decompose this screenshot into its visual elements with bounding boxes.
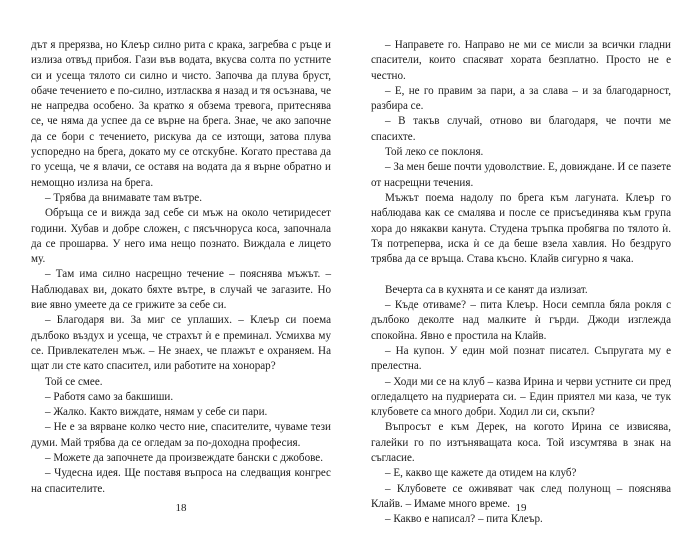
page-number: 18 <box>175 502 187 514</box>
left-page <box>31 0 331 539</box>
paragraph: – Чудесна идея. Ще поставя въпроса на следващия конгрес на спасителите. <box>31 467 331 495</box>
paragraph: – Трябва да внимавате там вътре. <box>45 191 202 204</box>
paragraph: – Е, не го правим за пари, а за слава – и за благодарност, разбира се. <box>371 84 671 113</box>
paragraph: – Не е за вярване колко често ние, спасителите, чуваме тези думи. Май трябва да се огледам за по-доходна професия. <box>31 421 331 449</box>
paragraph: – Ходи ми се на клуб – казва Ирина и черви устните си пред огледалцето на пудриерата си. – Един приятел ми каза, че тук клубовете са много добри. Ходил ли си, скъпи? <box>371 375 671 419</box>
paragraph: – Къде отиваме? – пита Клеър. Носи семпла бяла рокля с дълбоко деколте над малките ѝ гърди. Джоди изглежда спокойна. Явно е простила на Клайв. <box>371 299 671 342</box>
paragraph: – Направете го. Направо не ми се мисли за всички гладни спасители, които спасяват хората безплатно. Просто не е честно. <box>371 39 671 82</box>
paragraph: Той се смее. <box>45 375 103 388</box>
paragraph: – В такъв случай, отново ви благодаря, че почти ме спасихте. <box>371 115 671 143</box>
paragraph: – Работя само за бакшиши. <box>45 390 174 403</box>
paragraph: – Е, какво ще кажете да отидем на клуб? <box>385 467 577 480</box>
paragraph: Обръща се и вижда зад себе си мъж на около четиридесет години. Хубав и добре сложен, с пясъчноруса коса, започнала да се прошарва. У него има нещо познато. Виждала е лицето му. <box>31 207 331 266</box>
paragraph: Вечерта са в кухнята и се канят да излизат. <box>385 283 588 296</box>
paragraph: – На купон. У един мой познат писател. Съпругата му е прелестна. <box>371 344 671 373</box>
paragraph: Той леко се поклоня. <box>385 146 484 159</box>
paragraph: – Можете да започнете да произвеждате бански с джобове. <box>45 452 323 465</box>
paragraph: – Жалко. Както виждате, нямам у себе си пари. <box>45 406 268 419</box>
paragraph: – За мен беше почти удоволствие. Е, довиждане. И се пазете от насрещни течения. <box>371 161 671 189</box>
paragraph: – Какво е написал? – пита Клеър. <box>385 513 543 526</box>
page-number: 19 <box>515 502 527 514</box>
paragraph: Въпросът е към Дерек, на когото Ирина се извисява, галейки го по изтъняващата коса. Той изсумтява в знак на съгласие. <box>371 421 671 465</box>
paragraph: Мъжът поема надолу по брега към лагуната. Клеър го наблюдава как се смалява и после се присъединява към група хора до някакви канута. Студена тръпка пробягва по тялото ѝ. Тя потреперва, иска ѝ се да беше взела хавлия. Но бездруго трябва да се връща. Става късно. Клайв сигурно я чака. <box>371 191 671 266</box>
right-page <box>371 0 671 539</box>
paragraph: – Там има силно насрещно течение – пояснява мъжът. – Наблюдавах ви, докато бяхте вътре, в случай че загазите. Но вие явно умеете да се грижите за себе си. <box>31 268 331 312</box>
paragraph: – Клубовете се оживяват чак след полунощ – пояснява Клайв. – Имаме много време. <box>371 482 671 510</box>
right-page-text <box>371 38 671 528</box>
paragraph: дът я прерязва, но Клеър силно рита с крака, загребва с ръце и излиза отвъд прибоя. Гази във водата, вкусва солта по устните си и усеща тялото си силно и чисто. Започва да плува бруст, обаче течението е по-силно, изтласква я назад и тя осъзнава, че не напредва особено. За кратко я обзема тревога, притеснява се, че няма да успее да се върне на брега. Знае, че ако започне да се бори с течението, рискува да се изтощи, затова плува успоредно на брега, докато му се отскубне. Когато престава да го усеща, че я влачи, се оставя на водата да я върне обратно и немощно излиза на брега. <box>31 39 331 189</box>
left-page-text <box>31 38 331 497</box>
paragraph: – Благодаря ви. За миг се уплаших. – Клеър си поема дълбоко въздух и усеща, че страхът ѝ е преминал. Усмихва му се. Привлекателен мъж. – Не знаех, че плажът е охраняем. На щат ли сте като спасител, или работите на хонорар? <box>31 314 331 373</box>
